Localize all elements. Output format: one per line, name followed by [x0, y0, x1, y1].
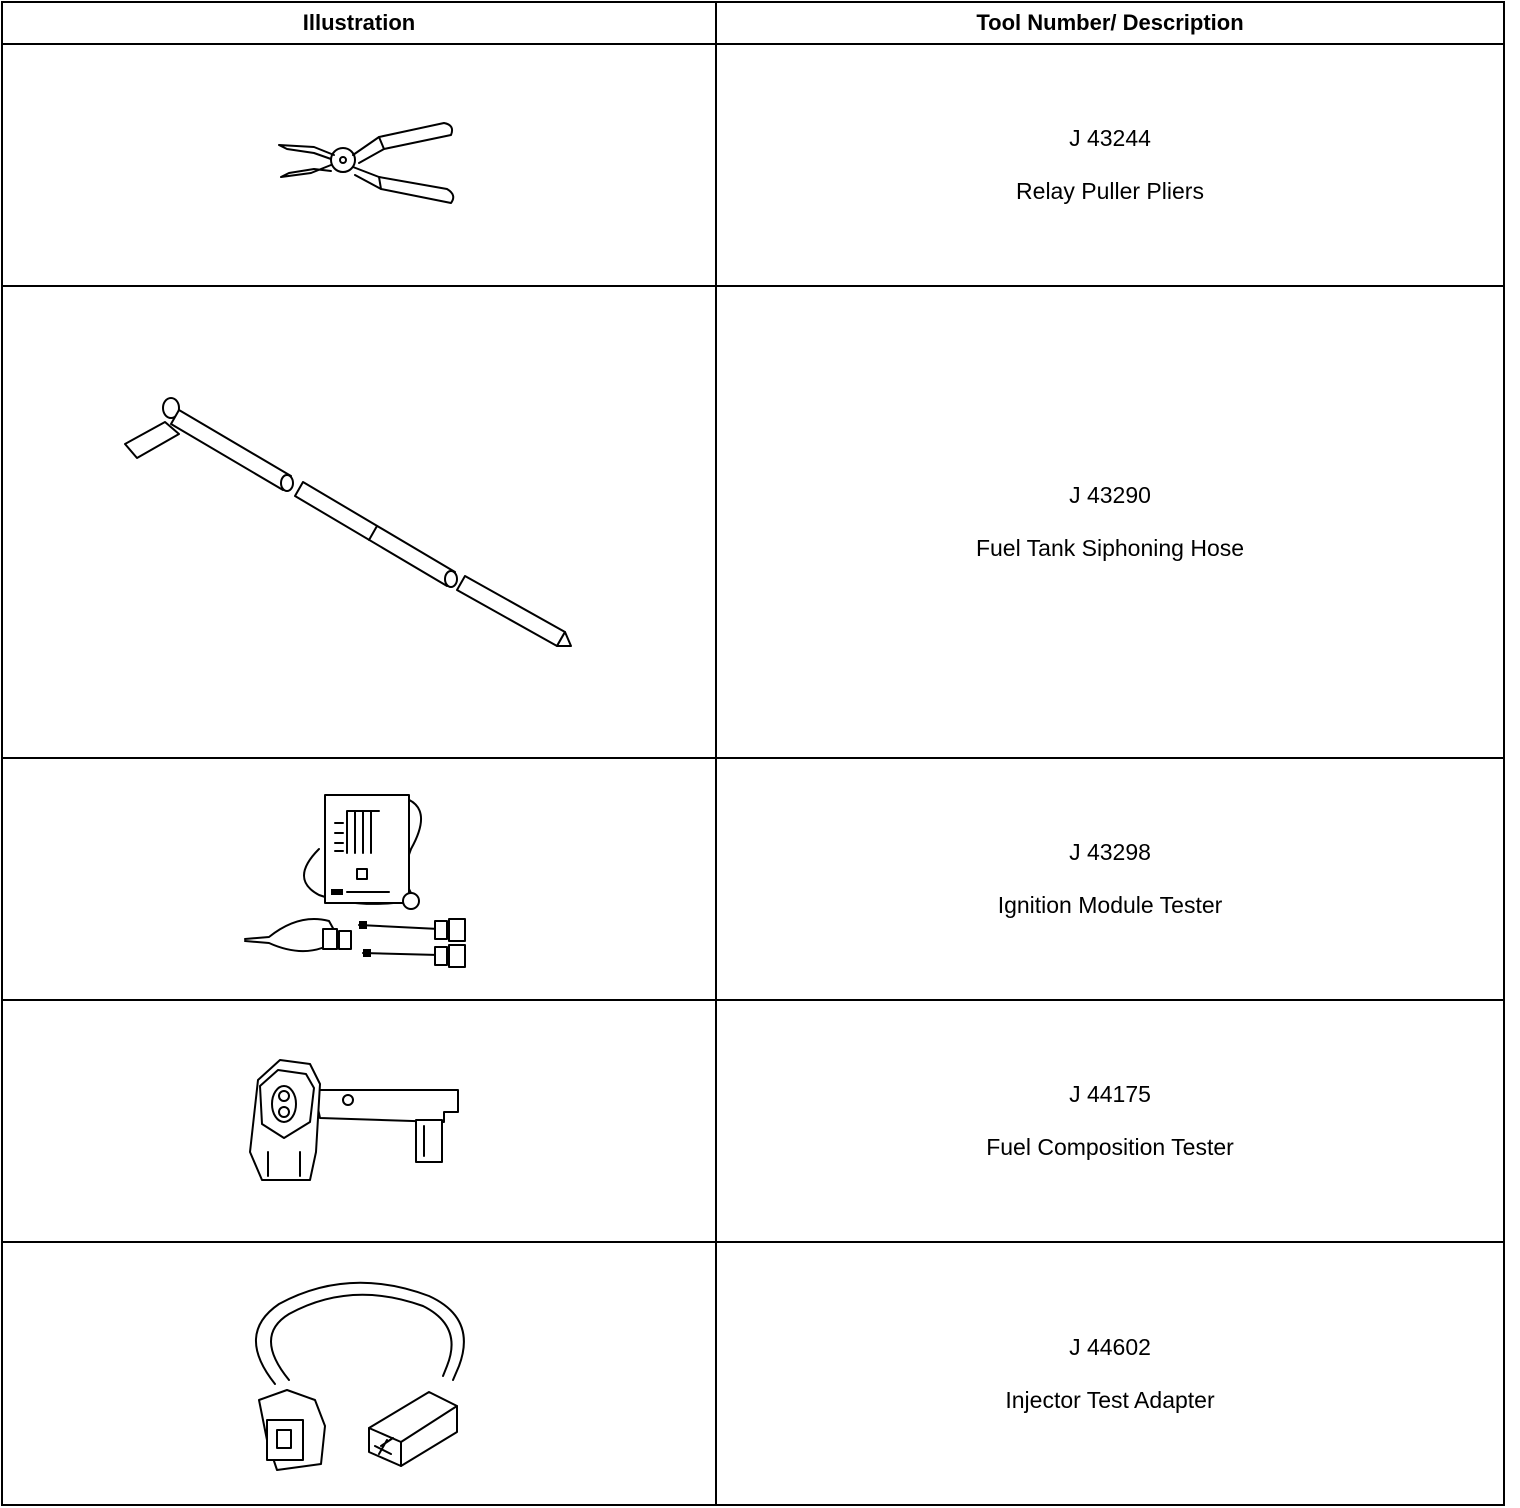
description-cell — [716, 44, 1504, 286]
special-tools-table — [1, 1, 1505, 1506]
table-row — [2, 286, 1504, 758]
tool-number: J 43290 — [1069, 482, 1151, 508]
tool-name: Fuel Tank Siphoning Hose — [975, 535, 1245, 561]
table-row — [2, 44, 1504, 286]
injector-test-adapter-icon — [239, 1274, 479, 1474]
tool-number: J 43298 — [1069, 839, 1151, 865]
description-cell — [716, 758, 1504, 1000]
illustration-cell — [2, 758, 716, 1000]
description-cell — [716, 1242, 1504, 1505]
tool-number: J 44602 — [1069, 1333, 1151, 1360]
tool-name: Injector Test Adapter — [1005, 1386, 1215, 1413]
tool-number: J 43244 — [1069, 125, 1151, 151]
table-row — [2, 758, 1504, 1000]
header-description: Tool Number/ Description — [716, 2, 1504, 44]
tool-number: J 44175 — [1069, 1081, 1151, 1107]
table-row — [2, 1000, 1504, 1242]
illustration-cell — [2, 1000, 716, 1242]
ignition-module-tester-icon — [239, 789, 479, 969]
illustration-cell — [2, 286, 716, 758]
header-illustration: Illustration — [2, 2, 716, 44]
relay-puller-pliers-icon — [259, 115, 459, 215]
illustration-cell — [2, 44, 716, 286]
table-row — [2, 1242, 1504, 1505]
description-cell — [716, 1000, 1504, 1242]
tool-name: Relay Puller Pliers — [1016, 178, 1204, 204]
siphoning-hose-icon — [119, 392, 599, 652]
illustration-cell — [2, 1242, 716, 1505]
tool-name: Ignition Module Tester — [997, 892, 1223, 918]
header-row — [2, 2, 1504, 44]
fuel-composition-tester-icon — [244, 1056, 474, 1186]
tool-name: Fuel Composition Tester — [986, 1134, 1234, 1160]
description-cell — [716, 286, 1504, 758]
